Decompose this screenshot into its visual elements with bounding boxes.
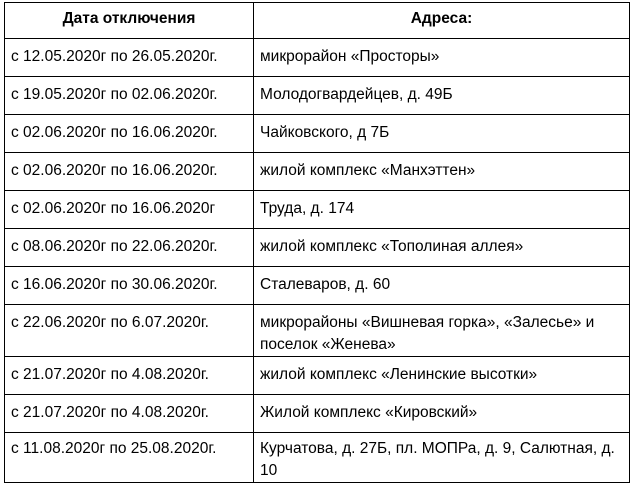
table-row [5, 115, 630, 153]
header-date: Дата отключения [5, 3, 254, 39]
address-cell: микрорайон «Просторы» [254, 39, 630, 77]
date-cell: с 02.06.2020г по 16.06.2020г. [5, 115, 254, 153]
date-cell: с 02.06.2020г по 16.06.2020г. [5, 153, 254, 191]
date-cell: с 22.06.2020г по 6.07.2020г. [5, 305, 254, 357]
table-row [5, 153, 630, 191]
address-cell: Курчатова, д. 27Б, пл. МОПРа, д. 9, Салютная, д. 10 [254, 433, 630, 483]
date-cell: с 16.06.2020г по 30.06.2020г. [5, 267, 254, 305]
table-row [5, 229, 630, 267]
date-cell: с 21.07.2020г по 4.08.2020г. [5, 395, 254, 433]
address-cell: микрорайоны «Вишневая горка», «Залесье» и поселок «Женева» [254, 305, 630, 357]
table-row [5, 39, 630, 77]
address-cell: Молодогвардейцев, д. 49Б [254, 77, 630, 115]
date-cell: с 12.05.2020г по 26.05.2020г. [5, 39, 254, 77]
table-row [5, 395, 630, 433]
table-row [5, 433, 630, 483]
address-cell: жилой комплекс «Ленинские высотки» [254, 357, 630, 395]
table-row [5, 77, 630, 115]
table-row [5, 191, 630, 229]
date-cell: с 21.07.2020г по 4.08.2020г. [5, 357, 254, 395]
date-cell: с 19.05.2020г по 02.06.2020г. [5, 77, 254, 115]
address-cell: Труда, д. 174 [254, 191, 630, 229]
address-cell: жилой комплекс «Манхэттен» [254, 153, 630, 191]
table-row [5, 305, 630, 357]
shutdown-schedule-table [4, 2, 630, 483]
date-cell: с 11.08.2020г по 25.08.2020г. [5, 433, 254, 483]
address-cell: Чайковского, д 7Б [254, 115, 630, 153]
address-cell: Жилой комплекс «Кировский» [254, 395, 630, 433]
address-cell: жилой комплекс «Тополиная аллея» [254, 229, 630, 267]
header-address: Адреса: [254, 3, 630, 39]
table-row [5, 267, 630, 305]
table-header-row [5, 3, 630, 39]
date-cell: с 02.06.2020г по 16.06.2020г [5, 191, 254, 229]
address-cell: Сталеваров, д. 60 [254, 267, 630, 305]
date-cell: с 08.06.2020г по 22.06.2020г. [5, 229, 254, 267]
table-row [5, 357, 630, 395]
